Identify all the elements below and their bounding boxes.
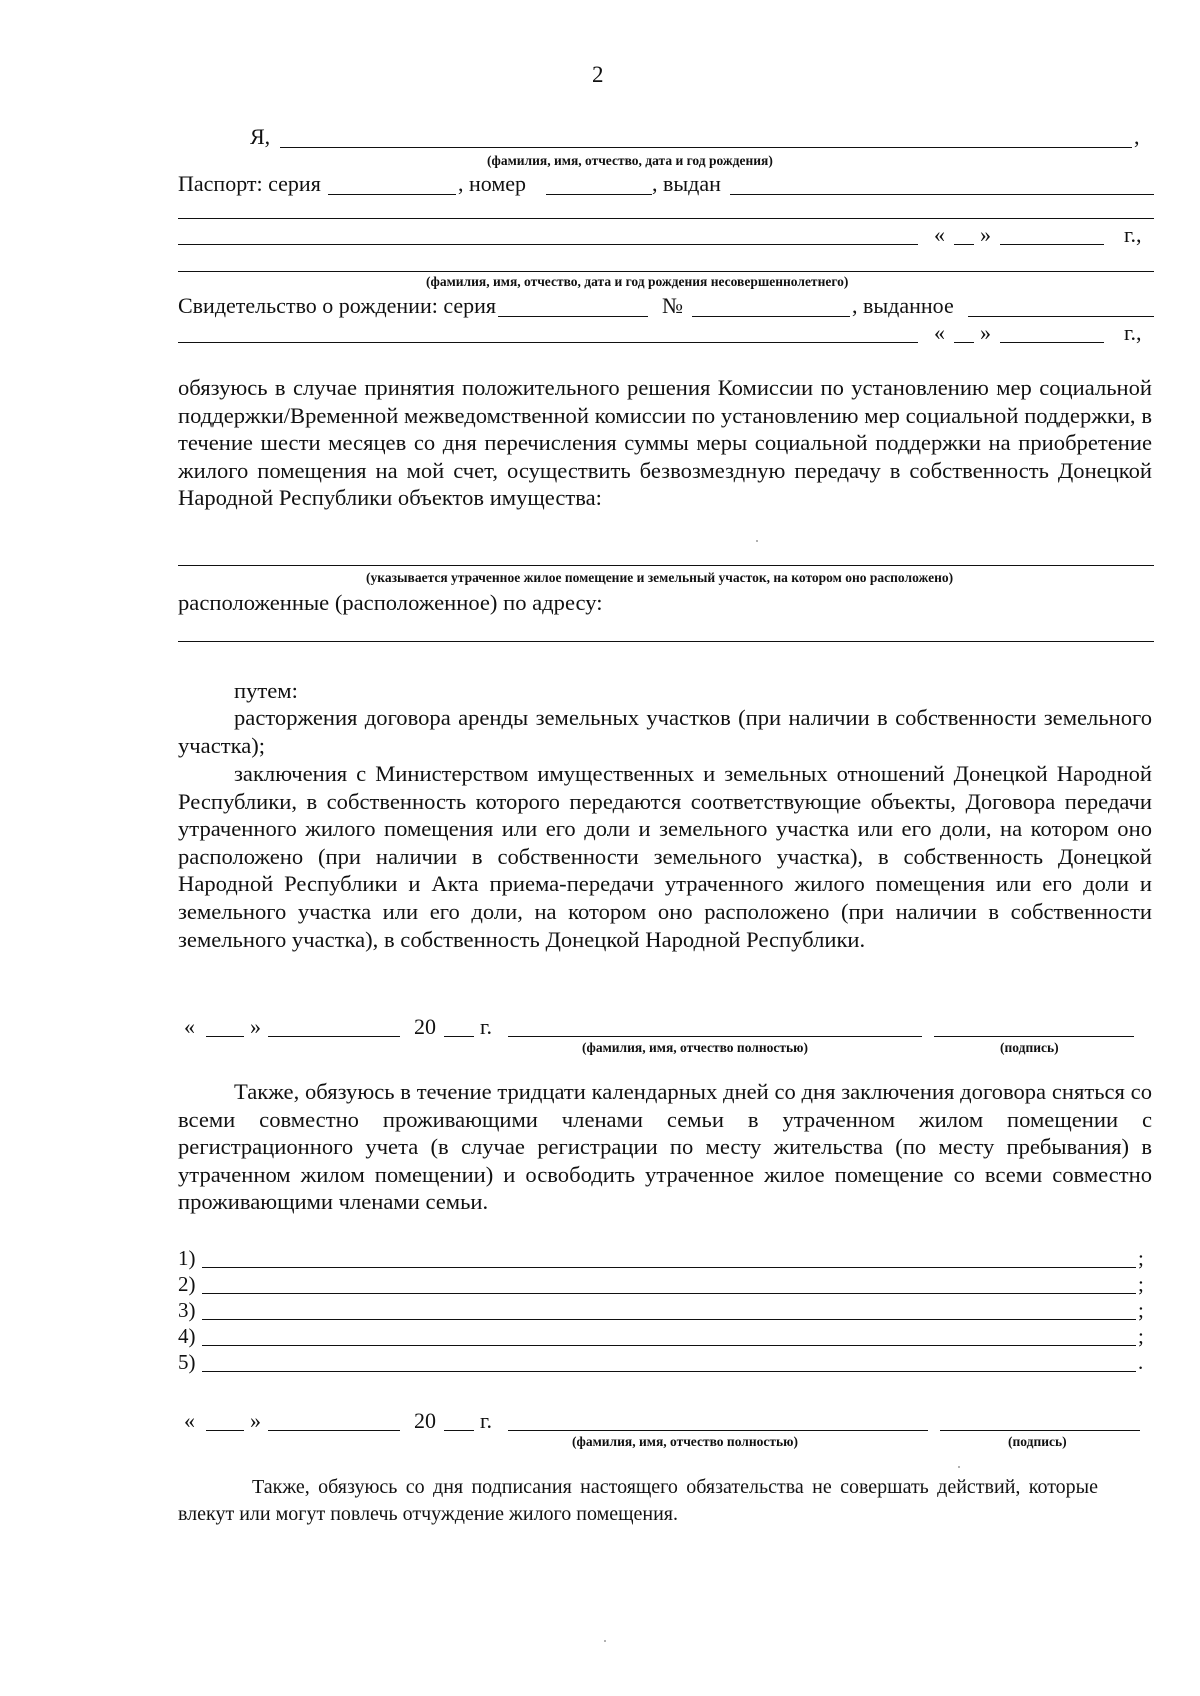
family-item-num: 2): [178, 1272, 196, 1296]
sig1-month-line[interactable]: [268, 1036, 400, 1037]
month-year-line-2[interactable]: [1000, 342, 1104, 343]
birth-cert-series-line[interactable]: [498, 316, 648, 317]
family-item-line[interactable]: [202, 1345, 1136, 1346]
sig2-century: 20: [414, 1408, 436, 1433]
scan-speck: [604, 1640, 606, 1642]
scan-speck: [756, 540, 758, 542]
birth-cert-issued-line[interactable]: [968, 316, 1154, 317]
scan-speck: [958, 1466, 960, 1468]
family-item-line[interactable]: [202, 1293, 1136, 1294]
sig1-year-line[interactable]: [444, 1036, 474, 1037]
sig2-year-line[interactable]: [444, 1430, 474, 1431]
passport-number-label: , номер: [458, 171, 527, 196]
agreement-paragraph: заключения с Министерством имущественных и земельных отношений Донецкой Народной Республики, в собственность которого передаются соответствующие объекты, Договора передачи утраченного жилого помещения или его доли и земельного участка или его доли, на котором оно расположено (при наличии в собственности земельного участка), в собственность Донецкой Народной Республики и Акта приема-передачи утраченного жилого помещения или его доли и земельного участка или его доли, на котором оно расположено (при наличии в собственности земельного участка), в собственность Донецкой Народной Республики.: [178, 761, 1152, 952]
quote-close-2: »: [980, 320, 991, 345]
caption-person: (фамилия, имя, отчество, дата и год рождения): [487, 153, 773, 168]
sig2-year-suffix: г.: [480, 1408, 493, 1433]
birth-cert-issuer-line[interactable]: [178, 342, 918, 343]
family-item-end: ;: [1138, 1246, 1144, 1270]
birth-cert-issued-label: , выданное: [852, 293, 954, 318]
quote-open: «: [934, 222, 945, 247]
birth-cert-label: Свидетельство о рождении: серия: [178, 293, 497, 318]
birth-cert-number-line[interactable]: [692, 316, 850, 317]
family-item-line[interactable]: [202, 1371, 1136, 1372]
deregistration-paragraph: Также, обязуюсь в течение тридцати календарных дней со дня заключения договора сняться со всеми совместно проживающими членами семьи в утраченном жилом помещении с регистрационного учета (в случае регистрации по месту жительства (по месту пребывания) в утраченном жилом помещении) и освободить утраченное жилое помещение со всеми совместно проживающими членами семьи.: [178, 1079, 1152, 1215]
passport-issuer-line[interactable]: [178, 244, 918, 245]
sig2-day-line[interactable]: [206, 1430, 244, 1431]
family-item-end: ;: [1138, 1298, 1144, 1322]
passport-number-line[interactable]: [546, 194, 652, 195]
year-suffix: г.,: [1124, 222, 1142, 247]
sig2-caption-name: (фамилия, имя, отчество полностью): [572, 1434, 798, 1449]
sig1-quote-open: «: [184, 1014, 195, 1039]
passport-issued-line[interactable]: [730, 194, 1154, 195]
birth-cert-no-label: №: [662, 293, 683, 318]
caption-minor: (фамилия, имя, отчество, дата и год рождения несовершеннолетнего): [426, 274, 849, 289]
sig1-quote-close: »: [250, 1014, 261, 1039]
quote-close: »: [980, 222, 991, 247]
month-year-line[interactable]: [1000, 244, 1104, 245]
caption-property: (указывается утраченное жилое помещение и земельный участок, на котором оно расположено): [366, 570, 954, 585]
day-line-2[interactable]: [954, 342, 974, 343]
family-item-end: .: [1138, 1350, 1144, 1374]
sig2-quote-open: «: [184, 1408, 195, 1433]
sig2-name-line[interactable]: [508, 1430, 928, 1431]
address-line[interactable]: [178, 641, 1154, 642]
passport-issued-label: , выдан: [652, 171, 721, 196]
passport-series-line[interactable]: [328, 194, 456, 195]
family-item-num: 5): [178, 1350, 196, 1374]
sig1-caption-sign: (подпись): [1000, 1040, 1059, 1055]
by-means-label: путем:: [234, 678, 298, 703]
sig2-quote-close: »: [250, 1408, 261, 1433]
address-label: расположенные (расположенное) по адресу:: [178, 590, 603, 615]
passport-issued-line-2[interactable]: [178, 218, 1154, 219]
sig1-year-suffix: г.: [480, 1014, 493, 1039]
obligation-paragraph: обязуюсь в случае принятия положительного решения Комиссии по установлению мер социальной поддержки/Временной межведомственной комиссии по установлению мер социальной поддержки, в течение шести месяцев со дня перечисления суммы меры социальной поддержки на приобретение жилого помещения на мой счет, осуществить безвозмездную передачу в собственность Донецкой Народной Республики объектов имущества:: [178, 375, 1152, 511]
sig2-sign-line[interactable]: [940, 1430, 1140, 1431]
family-item-end: ;: [1138, 1324, 1144, 1348]
page-number: 2: [592, 62, 604, 87]
day-line[interactable]: [954, 244, 974, 245]
ya-comma: ,: [1134, 124, 1140, 149]
family-item-num: 3): [178, 1298, 196, 1322]
family-item-line[interactable]: [202, 1267, 1136, 1268]
quote-open-2: «: [934, 320, 945, 345]
minor-line[interactable]: [178, 271, 1154, 272]
sig2-month-line[interactable]: [268, 1430, 400, 1431]
sig1-sign-line[interactable]: [934, 1036, 1134, 1037]
passport-label: Паспорт: серия: [178, 171, 321, 196]
year-suffix-2: г.,: [1124, 320, 1142, 345]
sig2-caption-sign: (подпись): [1008, 1434, 1067, 1449]
sig1-caption-name: (фамилия, имя, отчество полностью): [582, 1040, 808, 1055]
final-paragraph: Также, обязуюсь со дня подписания настоящего обязательства не совершать действий, которые влекут или могут повлечь отчуждение жилого помещения.: [178, 1476, 1098, 1525]
person-line[interactable]: [280, 147, 1132, 148]
family-item-num: 4): [178, 1324, 196, 1348]
family-item-line[interactable]: [202, 1319, 1136, 1320]
sig1-name-line[interactable]: [508, 1036, 922, 1037]
sig1-day-line[interactable]: [206, 1036, 244, 1037]
ya-label: Я,: [250, 124, 271, 149]
termination-paragraph: расторжения договора аренды земельных участков (при наличии в собственности земельного участка);: [178, 705, 1152, 758]
family-item-end: ;: [1138, 1272, 1144, 1296]
property-line[interactable]: [178, 565, 1154, 566]
family-item-num: 1): [178, 1246, 196, 1270]
sig1-century: 20: [414, 1014, 436, 1039]
